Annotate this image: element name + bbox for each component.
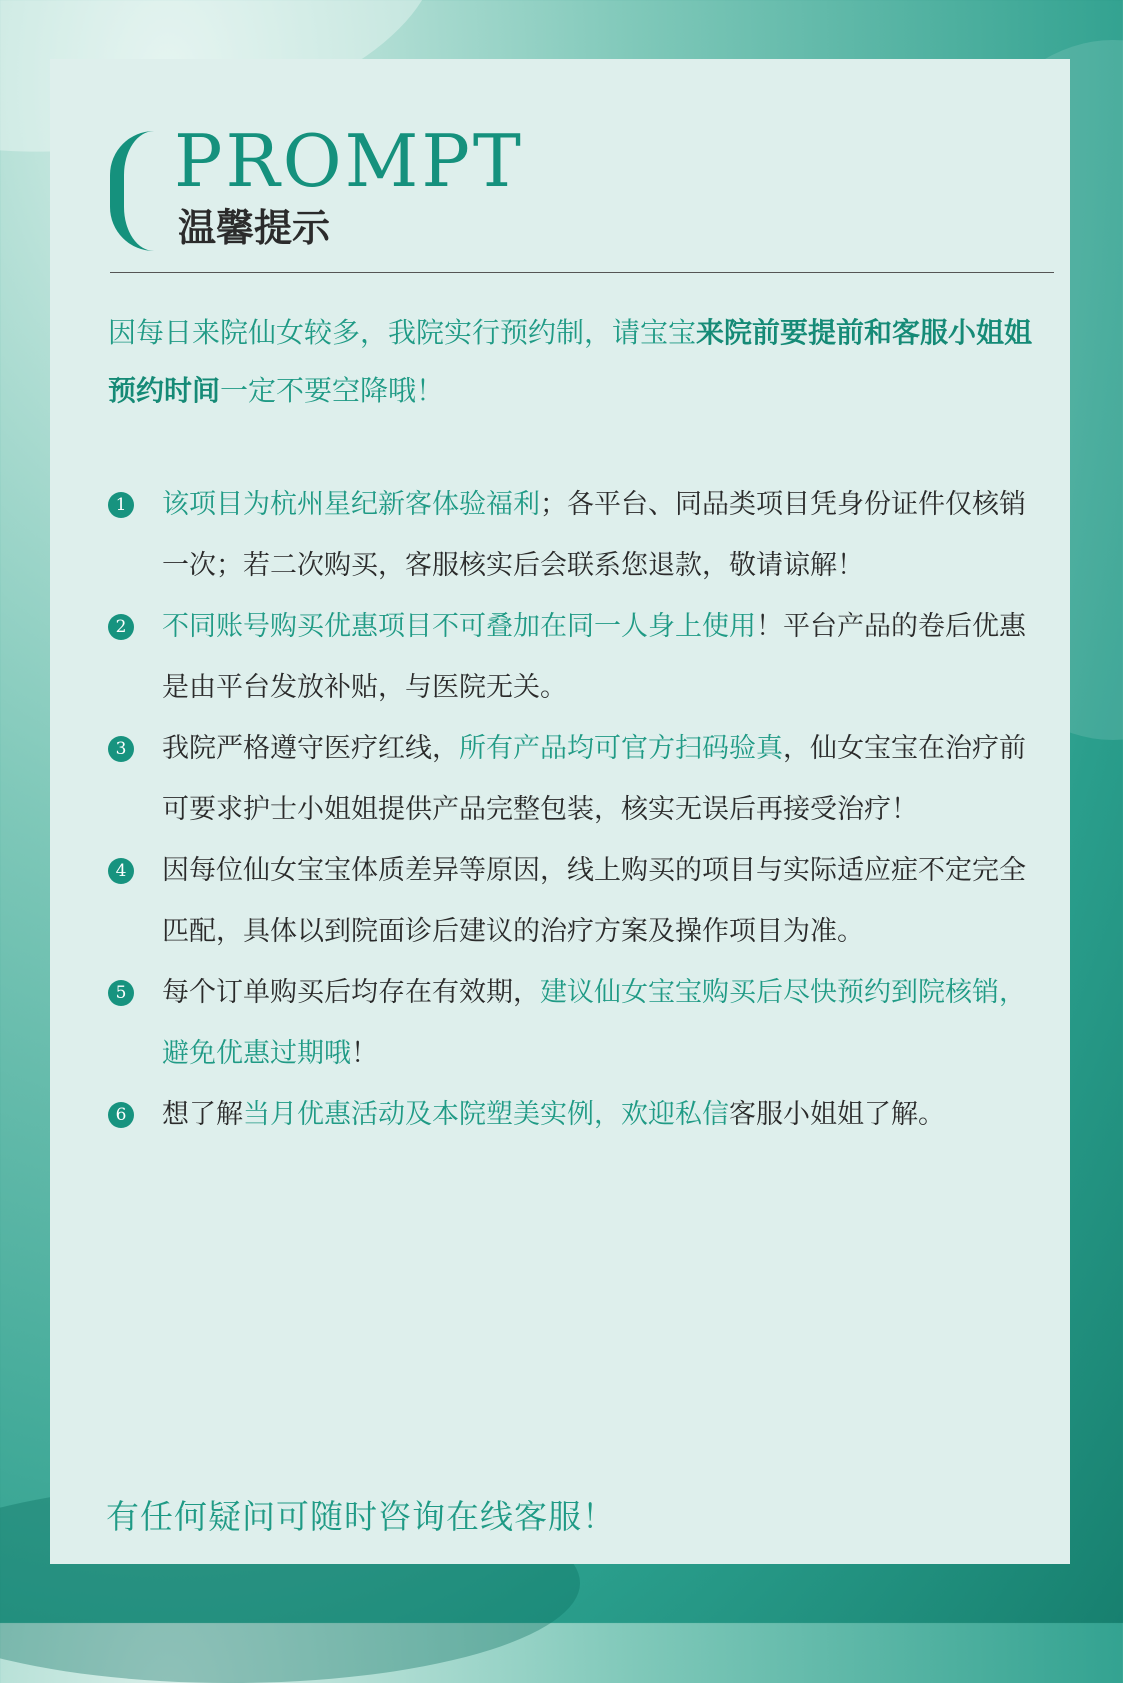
closing-note: 有任何疑问可随时咨询在线客服！ [106, 1497, 616, 1536]
item-highlight: 所有产品均可官方扫码验真 [459, 733, 783, 764]
item-text [162, 962, 1038, 1084]
item-rest: ！ [351, 1038, 378, 1069]
intro-paragraph [108, 304, 1058, 420]
item-rest: ，仙女宝宝在治疗前可要求护士小姐姐提供产品完整包装，核实无误后再接受治疗！ [162, 733, 1026, 825]
list-item [108, 840, 1038, 962]
number-badge: 1 [108, 492, 134, 518]
item-rest: 因每位仙女宝宝体质差异等原因，线上购买的项目与实际适应症不定完全匹配，具体以到院面诊后建议的治疗方案及操作项目为准。 [162, 855, 1026, 947]
notice-list [108, 474, 1038, 1145]
list-item [108, 1084, 1038, 1145]
item-highlight: 不同账号购买优惠项目不可叠加在同一人身上使用 [162, 611, 756, 642]
item-highlight: 当月优惠活动及本院塑美实例，欢迎私信 [243, 1099, 729, 1130]
intro-text-end: 一定不要空降哦！ [220, 374, 445, 407]
item-pre: 我院严格遵守医疗红线， [162, 733, 459, 764]
item-rest: ；各平台、同品类项目凭身份证件仅核销一次；若二次购买，客服核实后会联系您退款，敬请谅解！ [162, 489, 1026, 581]
item-rest: 客服小姐姐了解。 [729, 1099, 945, 1130]
number-badge: 2 [108, 614, 134, 640]
item-text [162, 718, 1038, 840]
item-text [162, 596, 1038, 718]
list-item [108, 962, 1038, 1084]
item-text [162, 474, 1038, 596]
number-badge: 6 [108, 1102, 134, 1128]
list-item [108, 474, 1038, 596]
title-divider [110, 272, 1054, 273]
intro-text: 因每日来院仙女较多，我院实行预约制，请宝宝 [108, 316, 697, 349]
notice-card [50, 59, 1070, 1564]
number-badge: 3 [108, 736, 134, 762]
list-item [108, 596, 1038, 718]
item-highlight: 建议仙女宝宝购买后尽快预约到院核销，避免优惠过期哦 [162, 977, 1026, 1069]
item-pre: 每个订单购买后均存在有效期， [162, 977, 540, 1008]
item-pre: 想了解 [162, 1099, 243, 1130]
bracket-decoration [110, 131, 154, 251]
item-text [162, 1084, 1038, 1145]
list-item [108, 718, 1038, 840]
number-badge: 4 [108, 858, 134, 884]
item-text [162, 840, 1038, 962]
intro-bold-text: 来院前要提前和客服小姐姐预约时间 [108, 316, 1033, 407]
number-badge: 5 [108, 980, 134, 1006]
item-highlight: 该项目为杭州星纪新客体验福利 [162, 489, 540, 520]
item-rest: ！平台产品的卷后优惠是由平台发放补贴，与医院无关。 [162, 611, 1026, 703]
page-title-cn: 温馨提示 [178, 205, 331, 250]
page-title-en: PROMPT [174, 119, 524, 203]
